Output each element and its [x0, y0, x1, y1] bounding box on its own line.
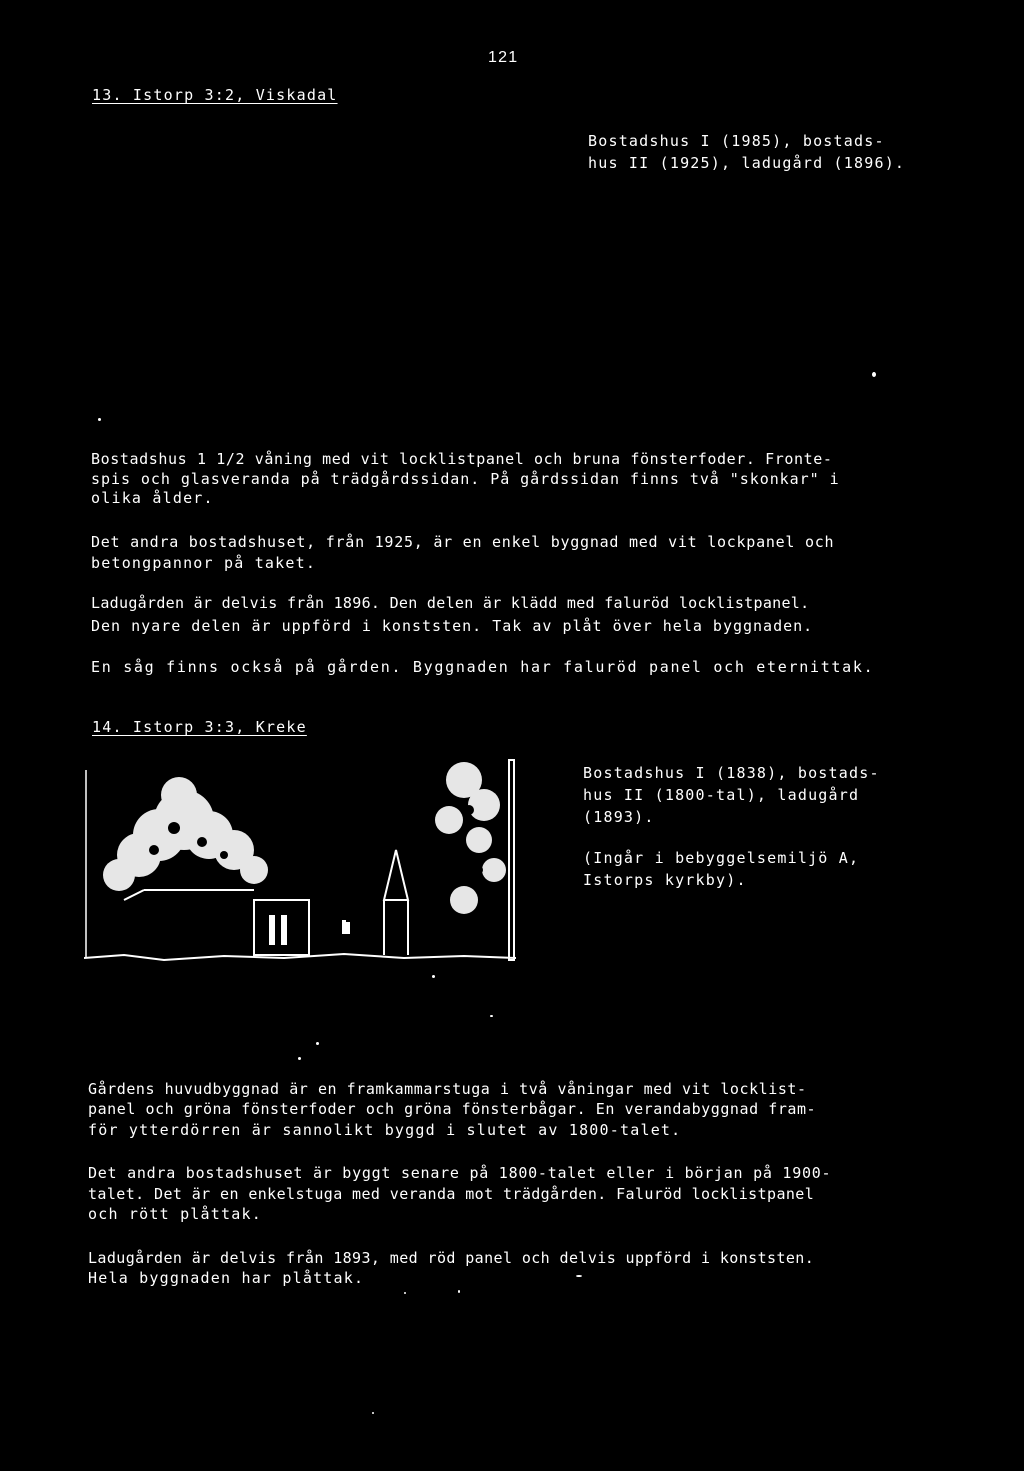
note-line: (Ingår i bebyggelsemiljö A, — [583, 849, 860, 867]
tree-foliage — [103, 762, 506, 914]
text-line: spis och glasveranda på trädgårdssidan. På gårdssidan finns två "skonkar" i — [91, 470, 840, 488]
summary-line: Bostadshus I (1838), bostads- — [583, 764, 880, 782]
text-line: och rött plåttak. — [88, 1205, 262, 1223]
entry-14-heading: 14. Istorp 3:3, Kreke — [92, 718, 307, 736]
text-line: Hela byggnaden har plåttak. — [88, 1269, 365, 1287]
summary-line: hus II (1800-tal), ladugård — [583, 786, 860, 804]
text-line: panel och gröna fönsterfoder och gröna fönsterbågar. En verandabyggnad fram- — [88, 1100, 817, 1118]
text-line: Bostadshus 1 1/2 våning med vit locklistpanel och bruna fönsterfoder. Fronte- — [91, 450, 833, 468]
farm-photograph — [84, 750, 516, 965]
text-line: betongpannor på taket. — [91, 554, 317, 572]
text-line: En såg finns också på gården. Byggnaden har faluröd panel och eternittak. — [91, 658, 875, 676]
entry-13-heading: 13. Istorp 3:2, Viskadal — [92, 86, 338, 104]
text-line: Det andra bostadshuset är byggt senare på 1800-talet eller i början på 1900- — [88, 1164, 832, 1182]
summary-line: (1893). — [583, 808, 655, 826]
text-line: olika ålder. — [91, 489, 214, 507]
text-line: Den nyare delen är uppförd i konststen. Tak av plåt över hela byggnaden. — [91, 617, 814, 635]
text-line: Det andra bostadshuset, från 1925, är en enkel byggnad med vit lockpanel och — [91, 533, 835, 551]
scan-speck — [298, 1057, 301, 1060]
scan-speck — [576, 1275, 582, 1277]
text-line: Ladugården är delvis från 1893, med röd panel och delvis uppförd i konststen. — [88, 1249, 815, 1267]
text-line: Ladugården är delvis från 1896. Den delen är klädd med faluröd locklistpanel. — [91, 594, 810, 612]
scan-speck — [404, 1292, 406, 1294]
scan-speck — [458, 1290, 460, 1293]
summary-line: Bostadshus I (1985), bostads- — [588, 132, 885, 150]
scan-speck — [316, 1042, 319, 1045]
scan-speck — [98, 418, 101, 421]
text-line: Gårdens huvudbyggnad är en framkammarstuga i två våningar med vit locklist- — [88, 1080, 807, 1098]
scan-speck — [490, 1015, 493, 1017]
scan-speck — [372, 1412, 374, 1414]
scan-speck — [872, 372, 876, 377]
text-line: talet. Det är en enkelstuga med veranda mot trädgården. Faluröd locklistpanel — [88, 1185, 815, 1203]
text-line: för ytterdörren är sannolikt byggd i slutet av 1800-talet. — [88, 1121, 682, 1139]
scan-speck — [432, 975, 435, 978]
page-number: 121 — [488, 49, 519, 66]
summary-line: hus II (1925), ladugård (1896). — [588, 154, 906, 172]
note-line: Istorps kyrkby). — [583, 871, 747, 889]
